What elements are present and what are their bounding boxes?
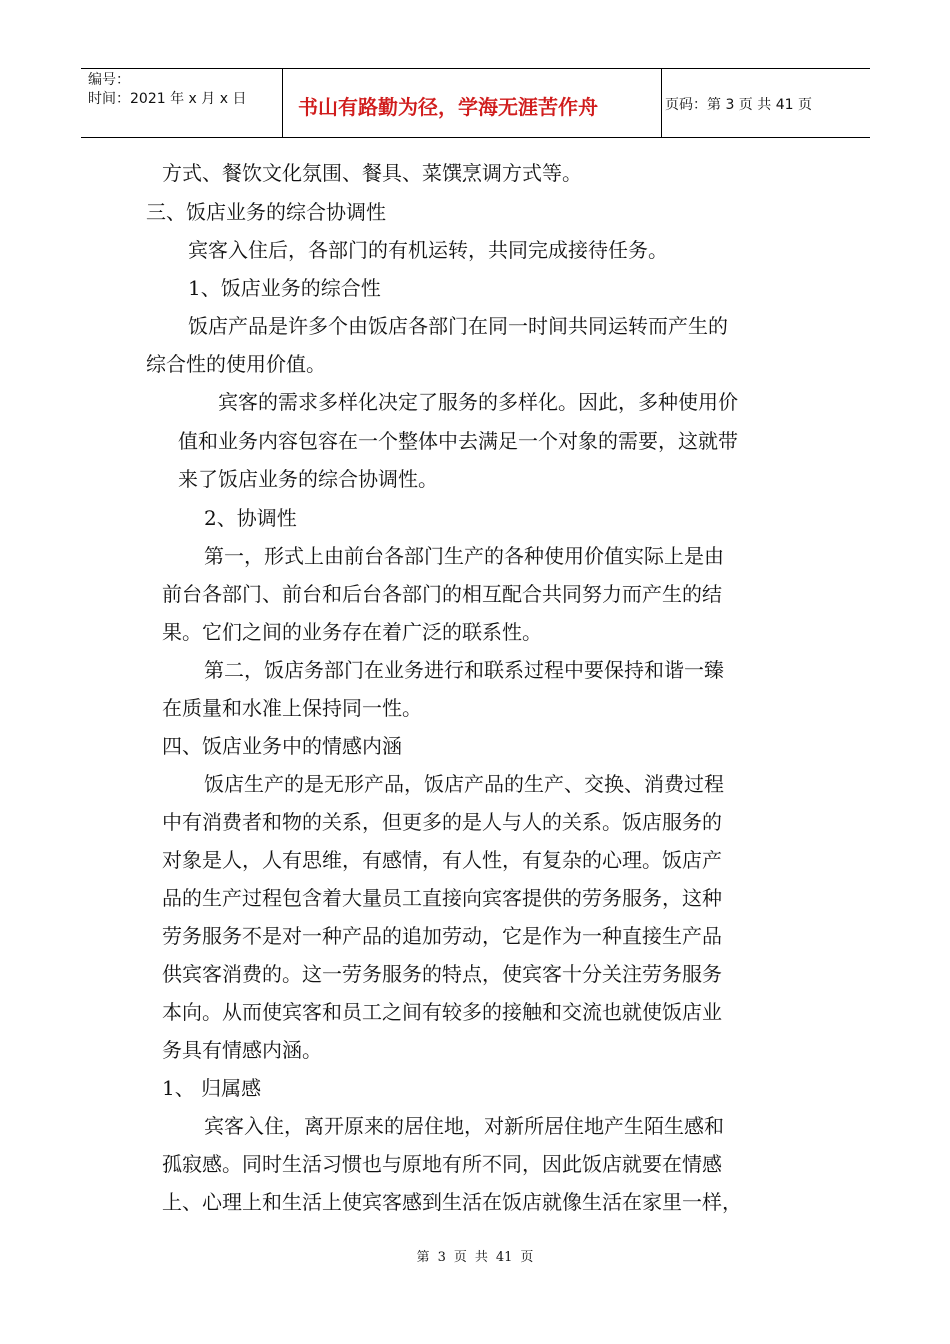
body-line: 本向。从而使宾客和员工之间有较多的接触和交流也就使饭店业 [162, 1000, 722, 1024]
body-line: 饭店产品是许多个由饭店各部门在同一时间共同运转而产生的 [188, 314, 728, 338]
page-header [81, 68, 870, 138]
body-line: 在质量和水准上保持同一性。 [162, 696, 422, 720]
section-heading: 四、饭店业务中的情感内涵 [162, 734, 402, 758]
doc-number-label: 编号： [88, 72, 130, 88]
body-line: 劳务服务不是对一种产品的追加劳动，它是作为一种直接生产品 [162, 924, 722, 948]
body-line: 前台各部门、前台和后台各部门的相互配合共同努力而产生的结 [162, 582, 722, 606]
footer-total-label: 共 [474, 1250, 488, 1265]
body-line: 宾客入住后，各部门的有机运转，共同完成接待任务。 [188, 238, 668, 262]
body-line: 品的生产过程包含着大量员工直接向宾客提供的劳务服务，这种 [162, 886, 722, 910]
body-line: 第一，形式上由前台各部门生产的各种使用价值实际上是由 [204, 544, 724, 568]
subsection-heading: 2、协调性 [204, 506, 297, 530]
body-line: 来了饭店业务的综合协调性。 [178, 467, 438, 491]
footer-page-label-2: 页 [520, 1250, 534, 1265]
body-line: 宾客入住，离开原来的居住地，对新所居住地产生陌生感和 [204, 1114, 724, 1138]
header-motto: 书山有路勤为径，学海无涯苦作舟 [298, 95, 598, 119]
section-heading: 三、饭店业务的综合协调性 [146, 200, 386, 224]
page-footer [0, 1246, 950, 1265]
footer-current-page: 3 [437, 1250, 446, 1265]
body-line: 上、心理上和生活上使宾客感到生活在饭店就像生活在家里一样， [162, 1190, 742, 1214]
body-line: 孤寂感。同时生活习惯也与原地有所不同，因此饭店就要在情感 [162, 1152, 722, 1176]
body-line: 第二，饭店务部门在业务进行和联系过程中要保持和谐一臻 [204, 658, 724, 682]
body-line: 中有消费者和物的关系，但更多的是人与人的关系。饭店服务的 [162, 810, 722, 834]
body-line: 方式、餐饮文化氛围、餐具、菜馔烹调方式等。 [162, 161, 582, 185]
body-line: 务具有情感内涵。 [162, 1038, 322, 1062]
header-meta [81, 69, 283, 137]
header-page-info: 页码：第 3 页 共 41 页 [665, 97, 812, 113]
body-line: 饭店生产的是无形产品，饭店产品的生产、交换、消费过程 [204, 772, 724, 796]
subsection-heading: 1、饭店业务的综合性 [188, 276, 381, 300]
body-line: 果。它们之间的业务存在着广泛的联系性。 [162, 620, 542, 644]
body-line: 综合性的使用价值。 [146, 352, 326, 376]
body-line: 供宾客消费的。这一劳务服务的特点，使宾客十分关注劳务服务 [162, 962, 722, 986]
footer-total-pages: 41 [495, 1250, 513, 1265]
footer-current-label: 第 [416, 1250, 430, 1265]
footer-page-label: 页 [453, 1250, 467, 1265]
header-motto-cell [283, 69, 662, 137]
body-line: 值和业务内容包容在一个整体中去满足一个对象的需要，这就带 [178, 429, 738, 453]
subsection-heading: 1、 归属感 [162, 1076, 262, 1100]
body-line: 对象是人，人有思维，有感情，有人性，有复杂的心理。饭店产 [162, 848, 722, 872]
doc-date: 时间：2021 年 x 月 x 日 [88, 91, 247, 107]
body-line: 宾客的需求多样化决定了服务的多样化。因此，多种使用价 [218, 390, 738, 414]
header-page-cell [662, 69, 870, 137]
